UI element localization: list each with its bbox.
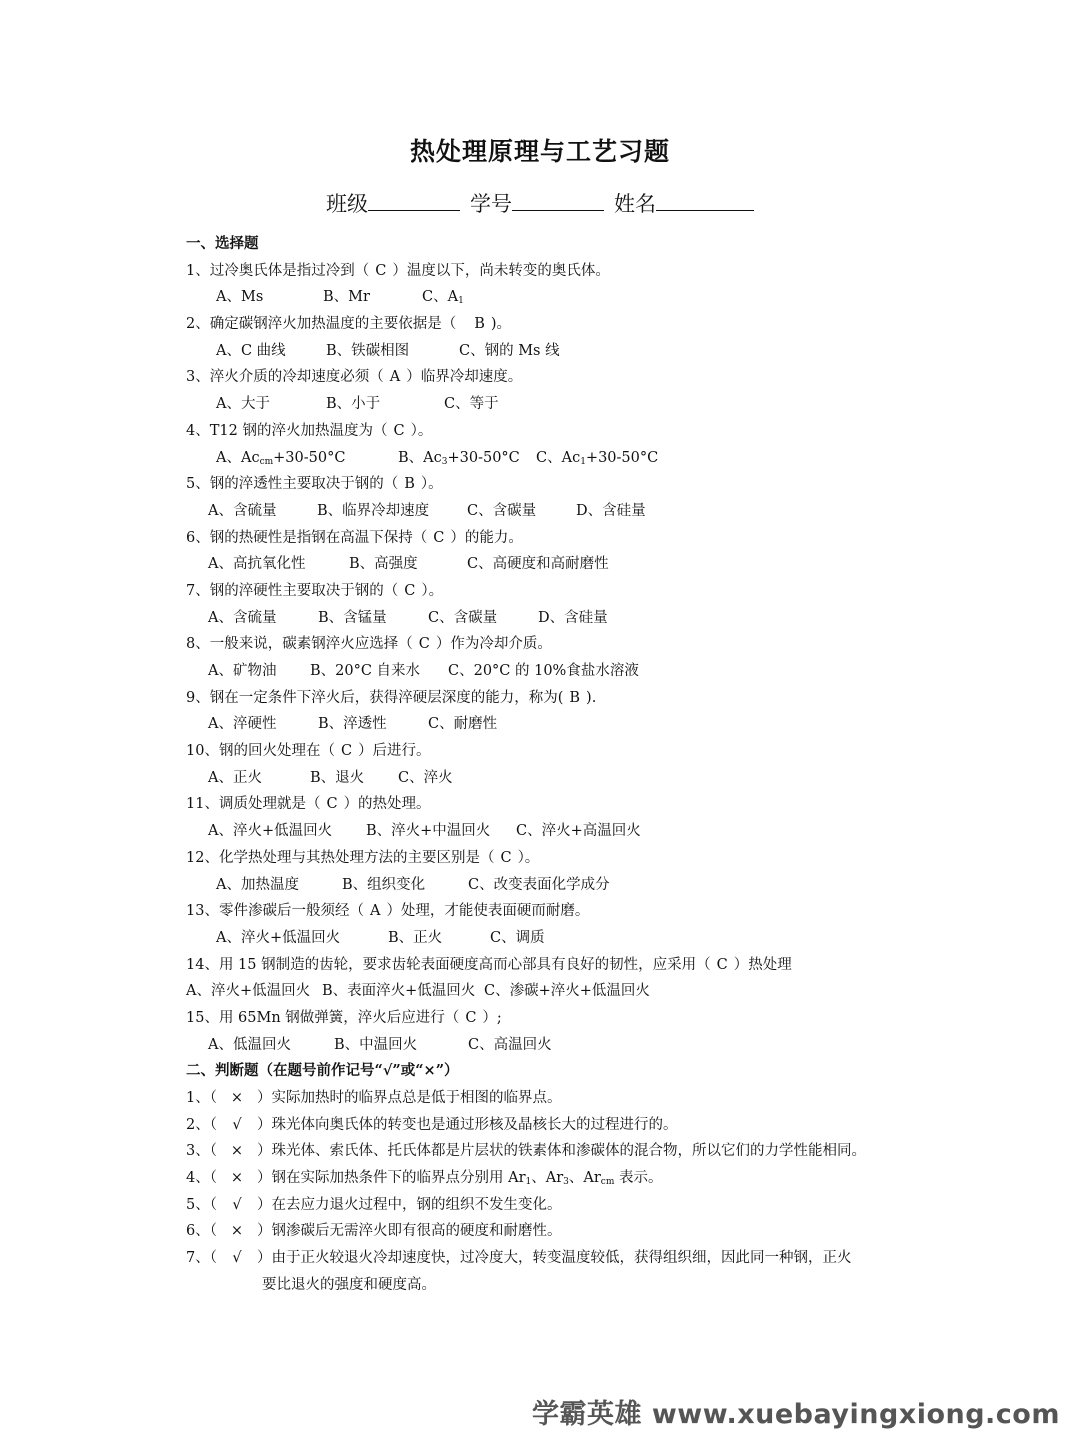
option	[422, 284, 464, 311]
option: C、高温回火	[468, 1036, 552, 1053]
option: C、淬火	[398, 769, 453, 786]
judgment-5	[186, 1192, 906, 1219]
option-text: A、Ac	[216, 449, 260, 466]
option: D、含硅量	[538, 609, 608, 626]
question-4	[186, 418, 906, 445]
answer: C	[375, 262, 387, 279]
question-15-options	[186, 1032, 906, 1059]
option: B、高强度	[349, 556, 418, 573]
option: C、含碳量	[428, 609, 498, 626]
option: A、淬硬性	[208, 716, 277, 733]
question-number: 10、	[186, 743, 219, 760]
question-number: 6、	[186, 529, 210, 546]
question-text: ）。	[421, 582, 444, 599]
question-text: 用 65Mn 钢做弹簧，淬火后应进行（	[218, 1009, 460, 1026]
question-13	[186, 898, 906, 925]
question-text: ）的热处理。	[343, 796, 431, 813]
question-6	[186, 525, 906, 552]
question-text: ).	[586, 689, 597, 706]
answer: B	[404, 476, 415, 493]
judgment-mark: ×	[230, 1090, 244, 1106]
answer: A	[389, 369, 401, 386]
option: C、高硬度和高耐磨性	[467, 556, 609, 573]
answer: C	[716, 956, 728, 973]
option: A、C 曲线	[216, 342, 286, 359]
question-7	[186, 578, 906, 605]
option: C、20°C 的 10%食盐水溶液	[448, 663, 639, 679]
option: A、加热温度	[216, 876, 299, 893]
question-number: 15、	[186, 1009, 219, 1026]
item-text: ）由于正火较退火冷却速度快，过冷度大，转变温度较低，获得组织细，因此同一种钢，正火	[256, 1250, 852, 1267]
judgment-6	[186, 1218, 906, 1245]
question-1-options	[186, 284, 906, 311]
question-text: ）。	[420, 476, 443, 493]
item-text: ）实际加热时的临界点总是低于相图的临界点。	[256, 1090, 562, 1106]
option: A、淬火+低温回火	[208, 823, 333, 840]
option: B、铁碳相图	[326, 342, 410, 359]
section-heading-choice: 一、选择题	[186, 235, 259, 252]
question-14-options	[186, 978, 906, 1005]
option-text: +30-50°C	[585, 449, 659, 466]
name-label: 姓名	[614, 192, 656, 216]
question-text: 化学热处理与其热处理方法的主要区别是（	[218, 849, 495, 866]
question-text: 钢的淬透性主要取决于钢的（	[209, 476, 399, 493]
option: A、淬火+低温回火	[216, 929, 341, 946]
question-text: 过冷奥氏体是指过冷到（	[209, 262, 370, 279]
option-text: +30-50°C	[447, 449, 520, 466]
judgment-3	[186, 1138, 906, 1165]
answer: C	[326, 796, 338, 813]
name-blank	[656, 190, 754, 211]
subscript: 1	[458, 296, 464, 307]
subscript: 1	[580, 456, 586, 467]
item-number: 5、（	[186, 1196, 217, 1213]
question-12-options	[186, 872, 906, 899]
question-3-options	[186, 391, 906, 418]
question-number: 8、	[186, 636, 210, 653]
option: A、含硫量	[208, 502, 277, 519]
class-label: 班级	[326, 192, 368, 216]
option-text: C、A	[422, 289, 459, 306]
question-text: ）。	[410, 422, 433, 439]
option: C、等于	[444, 396, 499, 413]
question-text: ）温度以下，尚未转变的奥氏体。	[392, 262, 610, 279]
option: B、表面淬火+低温回火	[322, 983, 476, 1000]
judgment-mark: ×	[230, 1143, 244, 1160]
exercise-content	[186, 231, 906, 1299]
question-text: ）处理，才能使表面硬而耐磨。	[386, 903, 590, 920]
question-3	[186, 364, 906, 391]
question-10	[186, 738, 906, 765]
question-number: 12、	[186, 849, 219, 866]
item-number: 1、（	[186, 1090, 217, 1106]
question-9-options	[186, 711, 906, 738]
section-heading-judgment: 二、判断题（在题号前作记号“√”或“×”）	[186, 1062, 459, 1080]
option: C、渗碳+淬火+低温回火	[484, 983, 650, 1000]
item-text: 、Ar	[531, 1170, 564, 1187]
question-15	[186, 1005, 906, 1032]
question-text: 零件渗碳后一般须经（	[218, 903, 364, 920]
answer: C	[500, 849, 512, 866]
judgment-4	[186, 1165, 906, 1192]
judgment-mark: √	[232, 1196, 242, 1213]
question-text: )。	[490, 316, 512, 333]
question-6-options	[186, 551, 906, 578]
item-text: ）钢在实际加热条件下的临界点分别用 Ar	[256, 1170, 526, 1187]
student-id-label: 学号	[470, 192, 512, 216]
option-text: C、Ac	[536, 449, 581, 466]
option: B、淬透性	[318, 716, 387, 733]
answer: C	[465, 1009, 477, 1026]
item-number: 2、（	[186, 1116, 217, 1133]
answer: C	[340, 743, 353, 760]
question-14	[186, 952, 906, 979]
option: A、淬火+低温回火	[186, 983, 311, 1000]
question-2-options	[186, 338, 906, 365]
question-text: ）热处理	[733, 956, 792, 973]
question-5	[186, 471, 906, 498]
option: B、组织变化	[342, 876, 426, 893]
option: B、Mr	[323, 289, 370, 306]
question-text: ）的能力。	[450, 529, 523, 546]
option: A、含硫量	[208, 609, 277, 626]
option-text: B、Ac	[398, 449, 442, 466]
option: A、矿物油	[208, 663, 277, 679]
option: A、正火	[208, 769, 262, 786]
judgment-2	[186, 1112, 906, 1139]
item-number: 6、（	[186, 1223, 217, 1240]
item-number: 7、（	[186, 1250, 217, 1267]
option	[398, 445, 536, 472]
item-text: ）在去应力退火过程中，钢的组织不发生变化。	[256, 1196, 562, 1213]
watermark: 学霸英雄 www.xuebayingxiong.com	[531, 1399, 1060, 1430]
question-2	[186, 311, 906, 338]
judgment-mark: ×	[230, 1170, 244, 1187]
judgment-mark: √	[232, 1116, 242, 1133]
option: C、调质	[490, 929, 545, 946]
question-number: 4、	[186, 422, 210, 439]
question-8-options	[186, 658, 906, 685]
option	[216, 445, 398, 472]
item-text: 、Ar	[568, 1170, 601, 1187]
question-text: 用 15 钢制造的齿轮，要求齿轮表面硬度高而心部具有良好的韧性，应采用（	[218, 956, 711, 973]
item-number: 4、（	[186, 1170, 217, 1187]
option: B、含锰量	[318, 609, 387, 626]
question-text: 钢的回火处理在（	[218, 743, 335, 760]
item-text: ）钢渗碳后无需淬火即有很高的硬度和耐磨性。	[256, 1223, 562, 1240]
option-text: +30-50°C	[273, 449, 346, 466]
option: A、Ms	[216, 289, 264, 306]
option: D、含硅量	[576, 502, 646, 519]
question-1	[186, 258, 906, 285]
subscript: 3	[563, 1177, 569, 1188]
option: B、中温回火	[334, 1036, 418, 1053]
answer: C	[433, 529, 445, 546]
option: C、含碳量	[467, 502, 537, 519]
question-8	[186, 631, 906, 658]
option: C、改变表面化学成分	[468, 876, 610, 893]
question-number: 1、	[186, 262, 210, 279]
student-id-blank	[512, 190, 604, 211]
subscript: 3	[441, 456, 448, 467]
option: B、正火	[388, 929, 443, 946]
question-12	[186, 845, 906, 872]
question-text: 一般来说，碳素钢淬火应选择（	[209, 636, 413, 653]
question-number: 3、	[186, 369, 210, 386]
question-text: 确定碳钢淬火加热温度的主要依据是（	[209, 316, 457, 333]
option: B、淬火+中温回火	[366, 823, 491, 840]
question-text: T12 钢的淬火加热温度为（	[209, 422, 388, 439]
answer: B	[569, 689, 581, 706]
option: C、钢的 Ms 线	[459, 342, 560, 359]
question-10-options	[186, 765, 906, 792]
subscript: cm	[259, 456, 274, 467]
question-number: 7、	[186, 582, 210, 599]
subscript: cm	[600, 1177, 615, 1188]
question-9	[186, 685, 906, 712]
question-text: 钢在一定条件下淬火后，获得淬硬层深度的能力，称为(	[209, 689, 564, 706]
option: A、高抗氧化性	[208, 556, 306, 573]
question-text: 淬火介质的冷却速度必须（	[209, 369, 384, 386]
option: A、低温回火	[208, 1036, 291, 1053]
judgment-7-continued: 要比退火的强度和硬度高。	[262, 1276, 436, 1293]
question-number: 13、	[186, 903, 219, 920]
option: C、耐磨性	[428, 716, 498, 733]
question-text: ）作为冷却介质。	[435, 636, 552, 653]
subscript: 1	[525, 1177, 532, 1188]
question-text: ）后进行。	[358, 743, 431, 760]
question-number: 14、	[186, 956, 219, 973]
option: B、临界冷却速度	[317, 502, 430, 519]
judgment-7	[186, 1245, 906, 1272]
question-number: 9、	[186, 689, 210, 706]
option: A、大于	[216, 396, 270, 413]
question-text: 钢的淬硬性主要取决于钢的（	[209, 582, 399, 599]
question-11-options	[186, 818, 906, 845]
question-5-options	[186, 498, 906, 525]
question-text: ）;	[482, 1009, 502, 1026]
item-text: ）珠光体向奥氏体的转变也是通过形核及晶核长大的过程进行的。	[256, 1116, 678, 1133]
question-4-options	[186, 445, 906, 472]
question-number: 2、	[186, 316, 210, 333]
answer: C	[393, 422, 405, 439]
question-text: ）临界冷却速度。	[406, 369, 523, 386]
answer: B	[474, 316, 485, 333]
question-7-options	[186, 605, 906, 632]
option	[536, 445, 658, 472]
question-text: 调质处理就是（	[218, 796, 321, 813]
item-text: 表示。	[614, 1170, 663, 1187]
option: B、小于	[326, 396, 381, 413]
question-13-options	[186, 925, 906, 952]
class-blank	[368, 190, 460, 211]
question-number: 11、	[186, 796, 219, 813]
answer: A	[369, 903, 381, 920]
option: B、20°C 自来水	[310, 663, 421, 679]
option: B、退火	[310, 769, 365, 786]
item-text: ）珠光体、索氏体、托氏体都是片层状的铁素体和渗碳体的混合物，所以它们的力学性能相同。	[256, 1143, 866, 1160]
option: C、淬火+高温回火	[516, 823, 641, 840]
question-text: 钢的热硬性是指钢在高温下保持（	[209, 529, 428, 546]
answer: C	[418, 636, 430, 653]
page-title: 热处理原理与工艺习题	[409, 137, 670, 166]
judgment-mark: ×	[230, 1223, 244, 1240]
answer: C	[404, 582, 416, 599]
judgment-mark: √	[232, 1250, 242, 1267]
student-info	[0, 188, 1080, 218]
judgment-1	[186, 1085, 906, 1112]
question-text: ）。	[517, 849, 540, 866]
question-number: 5、	[186, 476, 210, 493]
question-11	[186, 791, 906, 818]
item-number: 3、（	[186, 1143, 217, 1160]
